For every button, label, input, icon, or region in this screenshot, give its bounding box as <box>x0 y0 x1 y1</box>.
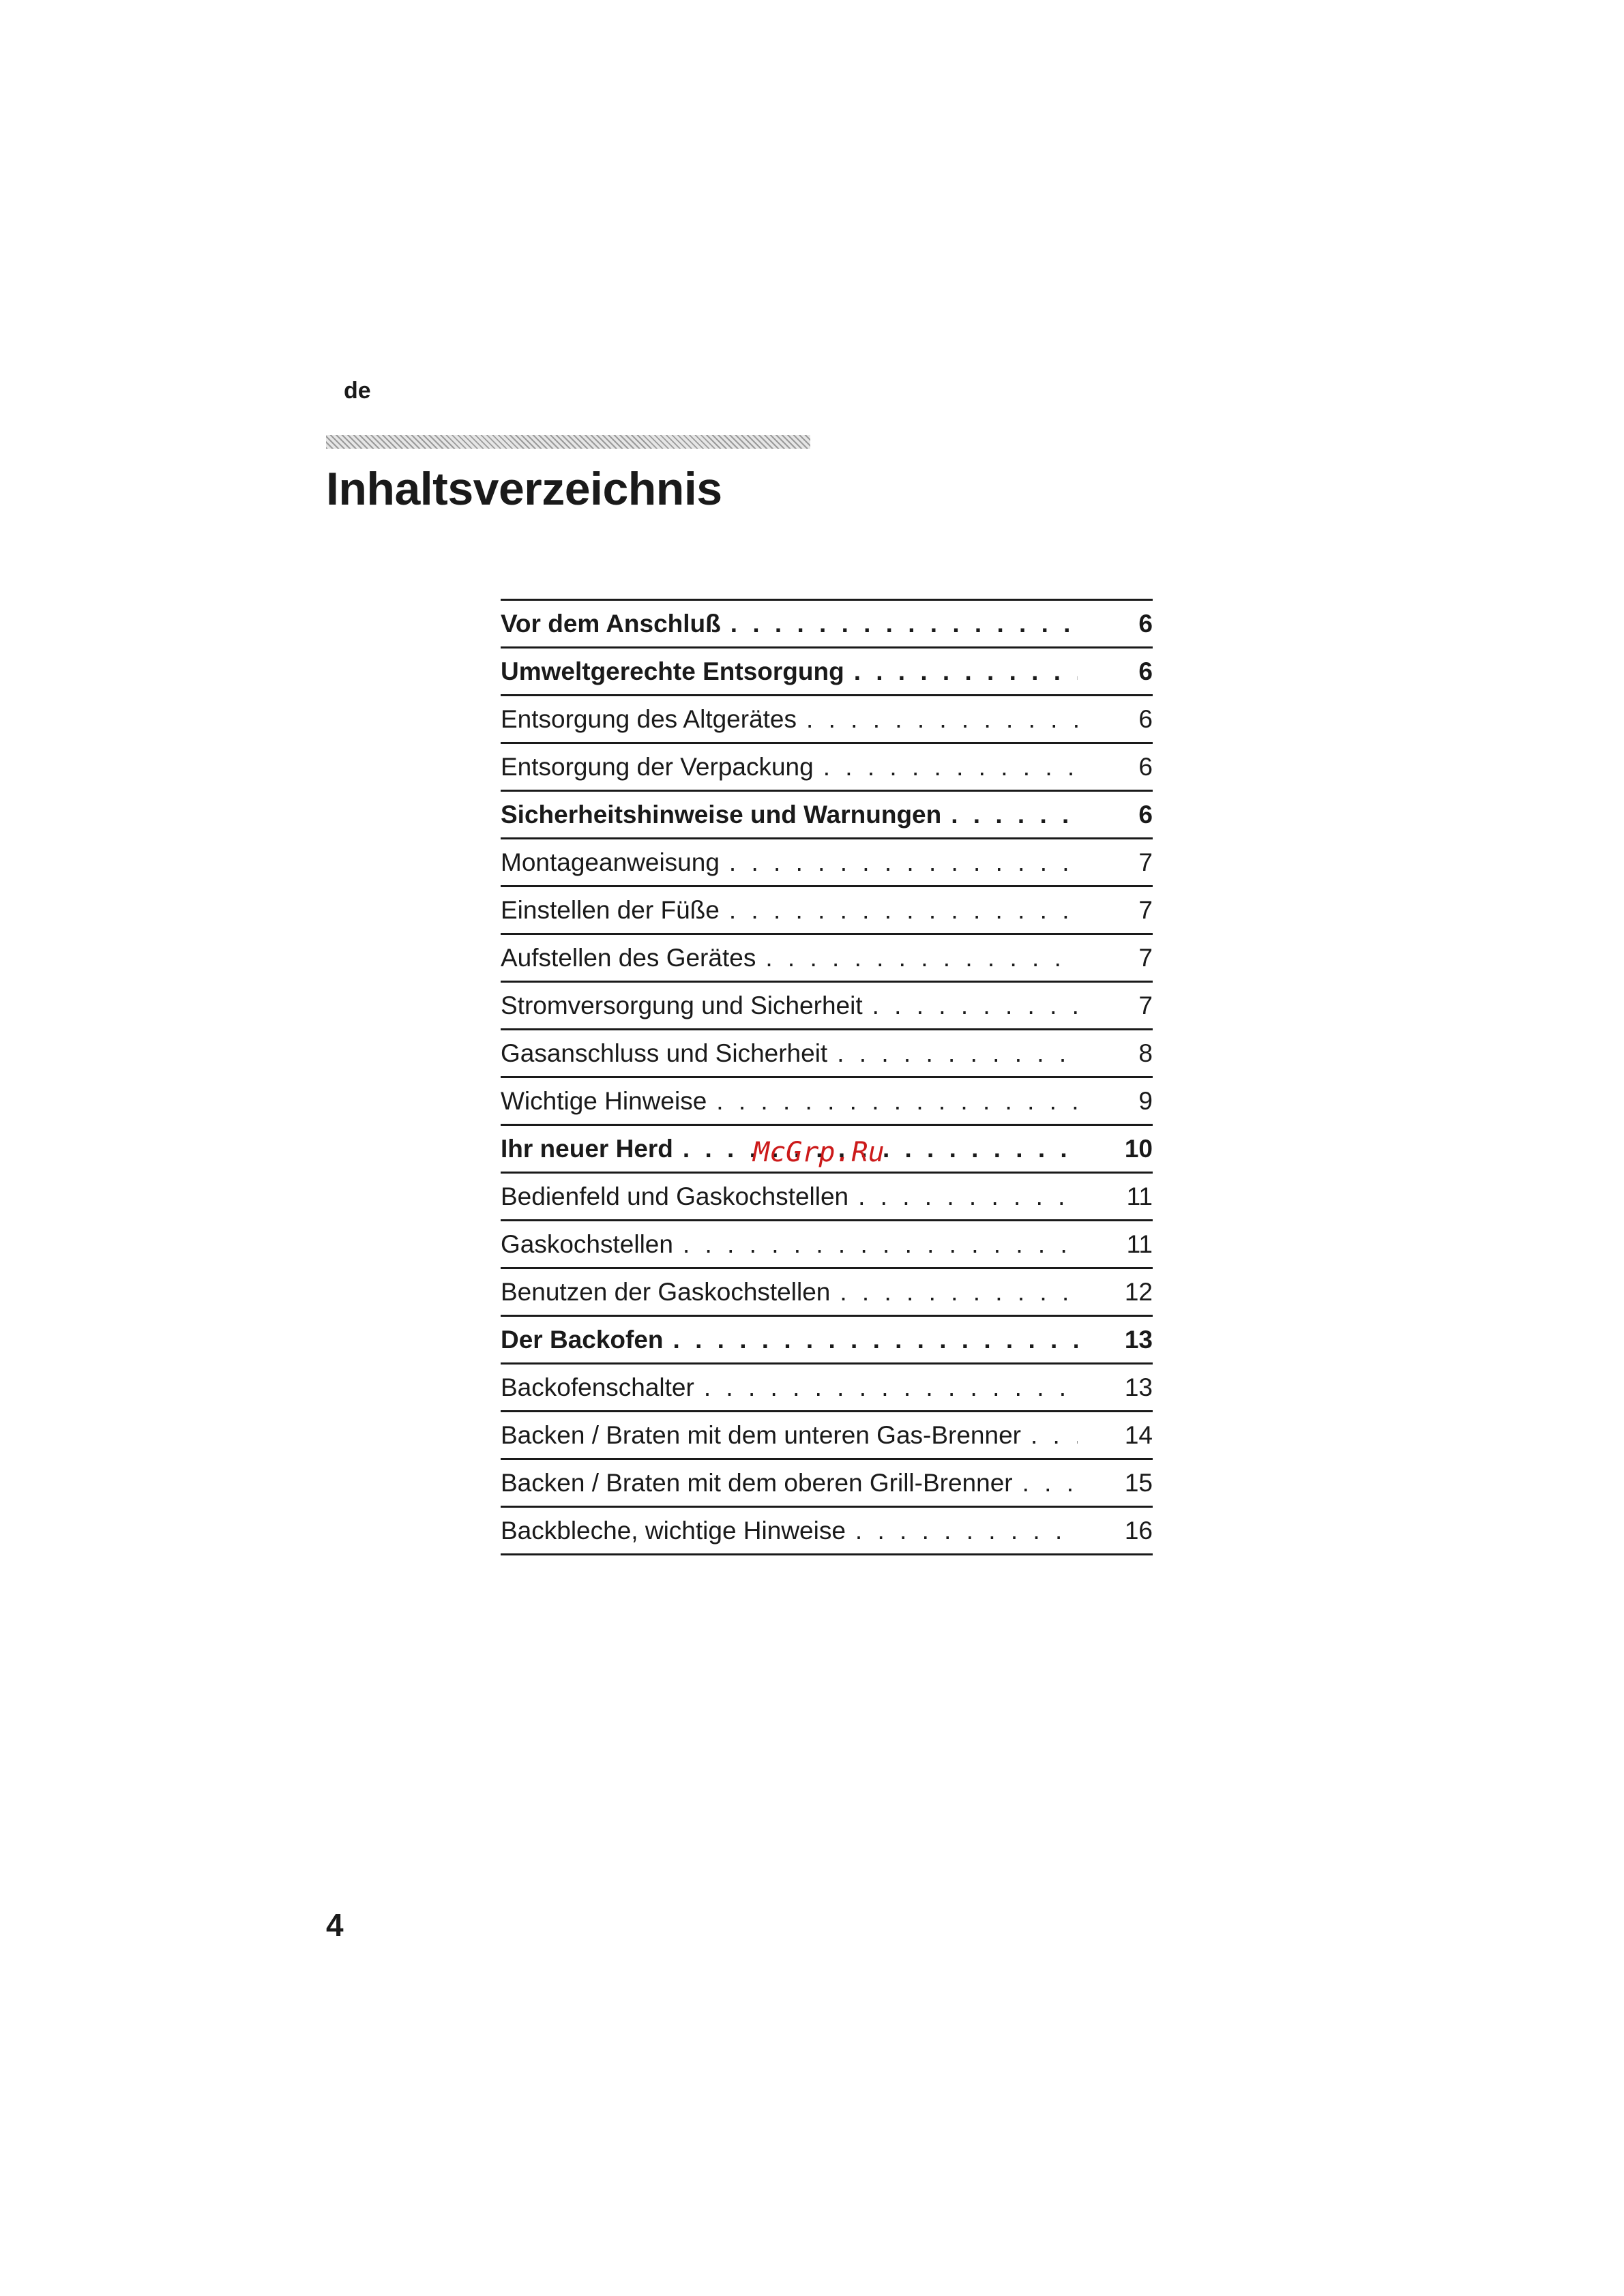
toc-entry-page: 7 <box>1138 848 1153 876</box>
toc-entry-page: 16 <box>1124 1516 1153 1545</box>
toc-dot-leader <box>730 610 1078 638</box>
toc-entry-page: 14 <box>1124 1420 1153 1449</box>
toc-entry-page: 8 <box>1138 1039 1153 1067</box>
page-title: Inhaltsverzeichnis <box>326 463 722 515</box>
header-hatch-bar <box>326 435 810 449</box>
toc-entry-page: 13 <box>1124 1325 1153 1354</box>
toc-entry[interactable] <box>501 1078 1153 1126</box>
toc-entry[interactable] <box>501 696 1153 744</box>
toc-entry[interactable] <box>501 1460 1153 1508</box>
toc-dot-leader <box>806 705 1078 734</box>
toc-entry-label: Wichtige Hinweise <box>501 1086 707 1115</box>
toc-dot-leader <box>840 1278 1078 1307</box>
toc-dot-leader <box>673 1326 1078 1354</box>
toc-entry-label: Entsorgung der Verpackung <box>501 752 814 781</box>
table-of-contents <box>501 599 1153 1555</box>
toc-entry[interactable] <box>501 935 1153 983</box>
toc-dot-leader <box>951 801 1078 829</box>
toc-entry-page: 11 <box>1126 1182 1153 1210</box>
toc-dot-leader <box>823 753 1078 781</box>
toc-entry-label: Backen / Braten mit dem oberen Grill-Brenner <box>501 1468 1013 1497</box>
toc-entry-label: Stromversorgung und Sicherheit <box>501 991 863 1019</box>
toc-entry[interactable] <box>501 1365 1153 1412</box>
toc-entry[interactable] <box>501 744 1153 792</box>
toc-entry[interactable] <box>501 1508 1153 1555</box>
toc-dot-leader <box>765 944 1078 972</box>
toc-dot-leader <box>855 1517 1078 1545</box>
toc-entry[interactable] <box>501 1221 1153 1269</box>
toc-dot-leader <box>1022 1469 1078 1497</box>
toc-entry-page: 6 <box>1138 657 1153 685</box>
toc-entry[interactable] <box>501 983 1153 1030</box>
toc-dot-leader <box>858 1182 1078 1211</box>
toc-entry-label: Vor dem Anschluß <box>501 609 721 638</box>
toc-entry-label: Bedienfeld und Gaskochstellen <box>501 1182 849 1210</box>
toc-entry[interactable] <box>501 1412 1153 1460</box>
toc-dot-leader <box>1031 1421 1078 1450</box>
toc-entry-page: 11 <box>1126 1229 1153 1258</box>
toc-entry-label: Gaskochstellen <box>501 1229 673 1258</box>
toc-entry-label: Entsorgung des Altgerätes <box>501 704 797 733</box>
toc-entry-label: Benutzen der Gaskochstellen <box>501 1277 831 1306</box>
toc-entry-page: 13 <box>1124 1373 1153 1401</box>
toc-entry-page: 10 <box>1124 1134 1153 1163</box>
toc-entry-label: Montageanweisung <box>501 848 720 876</box>
toc-entry-label: Sicherheitshinweise und Warnungen <box>501 800 942 829</box>
watermark-text: McGrp.Ru <box>753 1137 885 1168</box>
toc-entry-label: Ihr neuer Herd <box>501 1134 673 1163</box>
toc-entry-page: 6 <box>1138 609 1153 638</box>
page-number: 4 <box>326 1907 344 1943</box>
toc-entry[interactable] <box>501 1317 1153 1365</box>
toc-dot-leader <box>729 848 1078 877</box>
toc-entry[interactable] <box>501 839 1153 887</box>
toc-entry[interactable] <box>501 648 1153 696</box>
toc-entry-page: 7 <box>1138 991 1153 1019</box>
toc-entry-page: 9 <box>1138 1086 1153 1115</box>
toc-entry-page: 6 <box>1138 752 1153 781</box>
toc-entry-page: 6 <box>1138 800 1153 829</box>
toc-entry-page: 7 <box>1138 943 1153 972</box>
toc-entry[interactable] <box>501 1174 1153 1221</box>
toc-dot-leader <box>716 1087 1078 1116</box>
toc-entry[interactable] <box>501 792 1153 839</box>
toc-dot-leader <box>872 992 1078 1020</box>
toc-entry-label: Umweltgerechte Entsorgung <box>501 657 844 685</box>
toc-entry-label: Einstellen der Füße <box>501 895 720 924</box>
toc-entry[interactable] <box>501 1030 1153 1078</box>
toc-entry-label: Der Backofen <box>501 1325 664 1354</box>
toc-entry-page: 12 <box>1124 1277 1153 1306</box>
toc-entry-label: Aufstellen des Gerätes <box>501 943 756 972</box>
toc-dot-leader <box>837 1039 1078 1068</box>
toc-entry-page: 15 <box>1124 1468 1153 1497</box>
toc-dot-leader <box>704 1373 1078 1402</box>
toc-dot-leader <box>729 896 1078 925</box>
toc-dot-leader <box>683 1230 1078 1259</box>
toc-entry-label: Backen / Braten mit dem unteren Gas-Brenner <box>501 1420 1021 1449</box>
language-tag: de <box>344 378 371 404</box>
toc-entry-label: Backofenschalter <box>501 1373 694 1401</box>
toc-entry-label: Backbleche, wichtige Hinweise <box>501 1516 846 1545</box>
toc-entry[interactable] <box>501 601 1153 648</box>
toc-entry[interactable] <box>501 1269 1153 1317</box>
toc-entry-page: 6 <box>1138 704 1153 733</box>
toc-dot-leader <box>854 657 1078 686</box>
toc-entry[interactable] <box>501 887 1153 935</box>
toc-entry-label: Gasanschluss und Sicherheit <box>501 1039 828 1067</box>
toc-entry-page: 7 <box>1138 895 1153 924</box>
